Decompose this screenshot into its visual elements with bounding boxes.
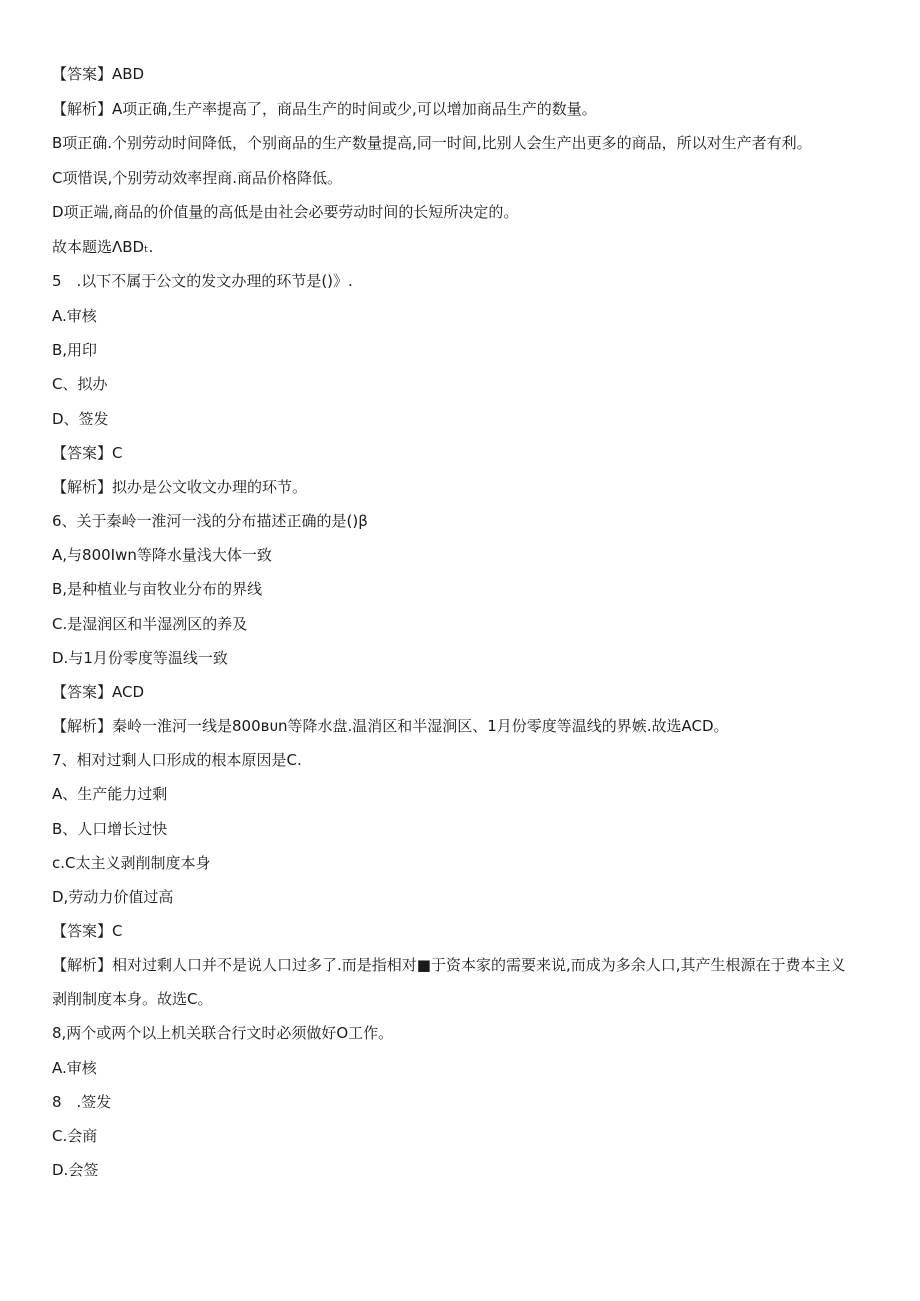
option-a-q7: A、生产能力过剩: [52, 785, 168, 803]
option-b-q8: 8 .签发: [52, 1093, 112, 1111]
conclusion-line-q4: 故本题选ΛBDₜ.: [52, 238, 154, 256]
option-c-q6: C.是湿润区和半湿冽区的养及: [52, 615, 248, 633]
question-6: 6、关于秦岭一淮河一浅的分布描述正确的是()β: [52, 512, 368, 530]
question-5: 5 .以下不属于公文的发文办理的环节是()》.: [52, 272, 353, 290]
question-8: 8,两个或两个以上机关联合行文时必须做好O工作。: [52, 1024, 394, 1042]
option-b-q7: B、人口增长过快: [52, 820, 168, 838]
option-d-q8: D.会签: [52, 1161, 99, 1179]
question-7: 7、相对过剩人口形成的根本原因是C.: [52, 751, 302, 769]
option-b-q5: B,用印: [52, 341, 98, 359]
option-c-q8: C.会商: [52, 1127, 98, 1145]
option-a-q6: A,与800Iwn等降水量浅大体一致: [52, 546, 272, 564]
analysis-line-q4-d: D项正端,商品的价值量的高低是由社会必要劳动时间的长短所决定的。: [52, 203, 519, 221]
option-b-q6: B,是种植业与亩牧业分布的界线: [52, 580, 263, 598]
analysis-line-q5: 【解析】拟办是公文收文办理的环节。: [52, 478, 308, 496]
analysis-line-q7: 【解析】相对过剩人口并不是说人口过多了.而是指相对■于资本家的需要来说,而成为多余人口,其产生根源在于费本主义: [52, 956, 846, 974]
option-d-q5: D、签发: [52, 410, 109, 428]
option-c-q7: c.C太主义剥削制度本身: [52, 854, 211, 872]
option-c-q5: C、拟办: [52, 375, 108, 393]
analysis-line-q4: 【解析】A项正确,生产率提高了，商品生产的时间或少,可以增加商品生产的数量。: [52, 100, 597, 118]
answer-line-q6: 【答案】ACD: [52, 683, 145, 701]
answer-line-q7: 【答案】C: [52, 922, 123, 940]
option-d-q7: D,劳动力价值过高: [52, 888, 174, 906]
analysis-line-q4-b: B项正确.个别劳动时间降低，个别商品的生产数量提高,同一时间,比别人会生产出更多的商品，所以对生产者有利。: [52, 134, 812, 152]
option-a-q5: A.审核: [52, 307, 97, 325]
analysis-line-q4-c: C项惜误,个别劳动效率捏商.商品价格降低。: [52, 169, 343, 187]
analysis-line-q6: 【解析】秦岭一淮河一线是800ʙᴜn等降水盘.温消区和半湿涧区、1月份零度等温线的界嫉.故选ACD。: [52, 717, 729, 735]
option-a-q8: A.审核: [52, 1059, 97, 1077]
answer-line-q4: 【答案】ABD: [52, 65, 145, 83]
answer-line-q5: 【答案】C: [52, 444, 123, 462]
option-d-q6: D.与1月份零度等温线一致: [52, 649, 228, 667]
analysis-line-q7-cont: 剥削制度本身。故选C。: [52, 990, 213, 1008]
